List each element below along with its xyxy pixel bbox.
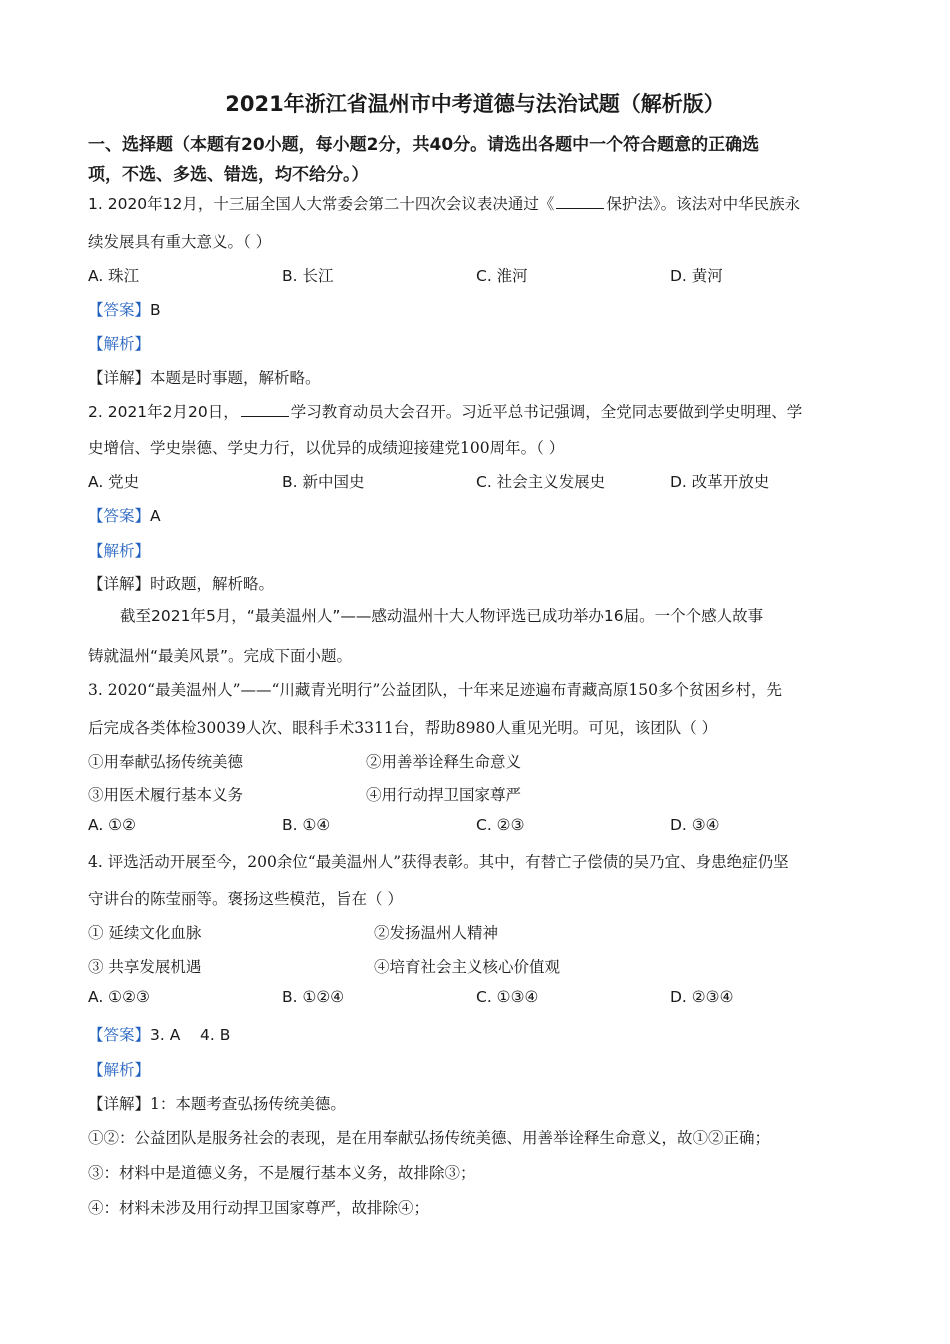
- q2-option-d: D. 改革开放史: [670, 473, 770, 491]
- q1-option-b: B. 长江: [282, 267, 334, 285]
- q4-option-c: C. ①③④: [476, 988, 539, 1006]
- q3-stem-line-2: 后完成各类体检30039人次、眼科手术3311台，帮助8980人重见光明。可见，该团队（ ）: [88, 719, 718, 737]
- q2-option-c: C. 社会主义发展史: [476, 473, 606, 491]
- q1-analysis-tag: 【解析】: [88, 335, 151, 353]
- q4-stem-line-2: 守讲台的陈莹丽等。褒扬这些模范，旨在（ ）: [88, 890, 403, 908]
- q34-detail: 【详解】1：本题考查弘扬传统美德。: [88, 1095, 346, 1113]
- q2-analysis-tag: 【解析】: [88, 542, 151, 560]
- q3-option-d: D. ③④: [670, 816, 720, 834]
- q1-option-a: A. 珠江: [88, 267, 140, 285]
- page-title: 2021年浙江省温州市中考道德与法治试题（解析版）: [225, 92, 725, 116]
- q34-explanation-line-1: ①②：公益团队是服务社会的表现，是在用奉献弘扬传统美德、用善举诠释生命意义，故①②正确；: [88, 1129, 771, 1147]
- q4-option-a: A. ①②③: [88, 988, 150, 1006]
- section-header-line-2: 项，不选、多选、错选，均不给分。）: [88, 165, 369, 185]
- q2-stem-line-1: 2. 2021年2月20日， 学习教育动员大会召开。习近平总书记强调，全党同志要做到学史明理、学: [88, 403, 803, 421]
- q2-stem-line-2: 史增信、学史崇德、学史力行，以优异的成绩迎接建党100周年。（ ）: [88, 439, 565, 457]
- q2-blank: [241, 402, 289, 417]
- q34-explanation-line-3: ④：材料未涉及用行动捍卫国家尊严，故排除④；: [88, 1199, 430, 1217]
- q3-statement-1: ①用奉献弘扬传统美德: [88, 753, 244, 771]
- q4-statement-3: ③ 共享发展机遇: [88, 958, 202, 976]
- q1-stem-line-2: 续发展具有重大意义。（ ）: [88, 233, 272, 251]
- q1-option-c: C. 淮河: [476, 267, 528, 285]
- section-header-line-1: 一、选择题（本题有20小题，每小题2分，共40分。请选出各题中一个符合题意的正确选: [88, 135, 760, 155]
- q34-explanation-line-2: ③：材料中是道德义务，不是履行基本义务，故排除③；: [88, 1164, 476, 1182]
- material-line-1: 截至2021年5月，“最美温州人”——感动温州十大人物评选已成功举办16届。一个个感人故事: [120, 607, 764, 625]
- q3-option-b: B. ①④: [282, 816, 331, 834]
- q3-option-c: C. ②③: [476, 816, 525, 834]
- material-line-2: 铸就温州“最美风景”。完成下面小题。: [88, 647, 353, 665]
- q1-detail: 【详解】本题是时事题，解析略。: [88, 369, 321, 387]
- q1-stem-line-1: 1. 2020年12月，十三届全国人大常委会第二十四次会议表决通过《 保护法》。该法对中华民族永: [88, 195, 801, 213]
- q4-statement-4: ④培育社会主义核心价值观: [374, 958, 561, 976]
- q34-analysis-tag: 【解析】: [88, 1061, 151, 1079]
- q1-blank: [556, 194, 604, 209]
- q3-statement-4: ④用行动捍卫国家尊严: [366, 786, 522, 804]
- q4-option-b: B. ①②④: [282, 988, 345, 1006]
- q2-option-a: A. 党史: [88, 473, 140, 491]
- section-header: [88, 130, 868, 190]
- q34-answer: 【答案】3. A 4. B: [88, 1026, 231, 1044]
- q1-answer: 【答案】B: [88, 301, 161, 319]
- q3-option-a: A. ①②: [88, 816, 136, 834]
- q2-option-b: B. 新中国史: [282, 473, 365, 491]
- q4-option-d: D. ②③④: [670, 988, 734, 1006]
- q3-statement-2: ②用善举诠释生命意义: [366, 753, 522, 771]
- q3-stem-line-1: 3. 2020“最美温州人”——“川藏青光明行”公益团队，十年来足迹遍布青藏高原150多个贫困乡村，先: [88, 681, 782, 699]
- q1-option-d: D. 黄河: [670, 267, 723, 285]
- q2-answer: 【答案】A: [88, 507, 161, 525]
- q4-statement-1: ① 延续文化血脉: [88, 924, 202, 942]
- q4-stem-line-1: 4. 评选活动开展至今，200余位“最美温州人”获得表彰。其中，有替亡子偿债的吴乃宜、身患绝症仍坚: [88, 853, 789, 871]
- q3-statement-3: ③用医术履行基本义务: [88, 786, 244, 804]
- q4-statement-2: ②发扬温州人精神: [374, 924, 499, 942]
- material-passage: [88, 596, 868, 676]
- q2-detail: 【详解】时政题，解析略。: [88, 575, 275, 593]
